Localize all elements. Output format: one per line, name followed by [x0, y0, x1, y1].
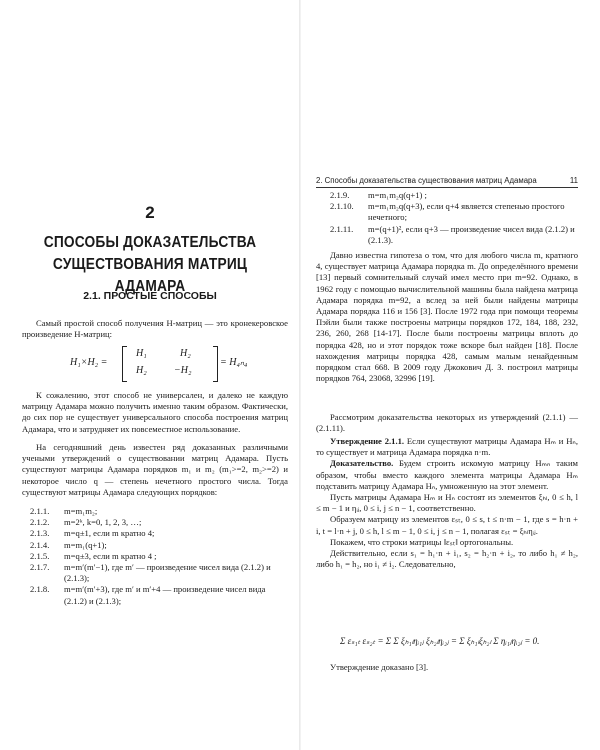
consider-proofs-paragraph: Рассмотрим доказательства некоторых из утверждений (2.1.1) — (2.1.11). — [316, 412, 578, 434]
item-number: 2.1.11. — [330, 223, 354, 234]
item-number: 2.1.5. — [30, 550, 50, 561]
item-text: m=(q+1)², если q+3 — произведение чисел вида (2.1.2) и (2.1.3). — [368, 223, 575, 245]
item-text: m=m′(m′−1), где m′ — произведение чисел вида (2.1.2) и (2.1.3); — [64, 562, 271, 584]
item-text: m=m₁m₂q(q+1) ; — [368, 190, 427, 200]
item-text: m=q±1, если m кратно 4; — [64, 528, 155, 539]
statement-label: Утверждение 2.1.1. — [330, 436, 405, 446]
matrix-right-bracket — [213, 346, 218, 382]
list-item — [330, 224, 578, 246]
statement-paragraph — [316, 436, 578, 458]
matrix-cell-22: −H₂ — [174, 365, 192, 376]
list-item — [30, 528, 288, 539]
list-item — [30, 551, 288, 562]
matrix-left-bracket — [122, 346, 127, 382]
list-item — [30, 584, 288, 606]
statement-block — [316, 436, 578, 570]
conclusion-block — [316, 662, 578, 673]
item-number: 2.1.7. — [30, 562, 50, 573]
proof-text: Будем строить искомую матрицу Hₘₙ таким образом, чтобы вместо каждого элемента матрицы Адамара Hₘ подставить матрицу Адамара Hₙ, умноженную на этот элемент. — [316, 458, 578, 491]
proof-label: Доказательство. — [330, 458, 394, 469]
indeed-paragraph: Действительно, если s₁ = h₁·n + i₁, s₂ = h₂·n + i₂, то либо h₁ ≠ h₂, либо h₁ = h₂, но i₁ ≠ i₂. Следовательно, — [316, 548, 578, 570]
item-text: m=m₁m₂; — [64, 506, 98, 516]
list-item — [30, 562, 288, 584]
conclusion-paragraph: Утверждение доказано [3]. — [330, 662, 429, 672]
statement-text: Если существуют матрицы Адамара Hₘ и Hₙ, то существует и матрица Адамара порядка n·m. — [316, 436, 578, 458]
item-text: m=m′(m′+3), где m′ и m′+4 — произведение чисел вида (2.1.2) и (2.1.3); — [64, 584, 266, 606]
right-paragraph-2 — [316, 412, 578, 434]
matrix-cell-12: H₂ — [180, 348, 191, 359]
chapter-title-line1: СПОСОБЫ ДОКАЗАТЕЛЬСТВА — [43, 234, 257, 251]
item-text: m=q±3, если m кратно 4 ; — [64, 550, 157, 561]
left-paragraph-1 — [22, 318, 288, 340]
orthogonality-paragraph: Покажем, что строки матрицы ‖εₛₜ‖ ортогональны. — [330, 536, 514, 547]
running-header-title: 2. Способы доказательства существования матриц Адамара — [316, 176, 537, 185]
item-number: 2.1.4. — [30, 539, 50, 550]
order-list-right — [330, 190, 578, 246]
formula-rhs: = H₄ₙ₄ — [220, 357, 248, 368]
intro-paragraph: Самый простой способ получения H-матриц — это кронекеровское произведение H-матриц: — [22, 318, 288, 340]
sum-formula: Σ εₛ₁ₜ εₛ₂ₜ = Σ Σ ξₕ₁ₗηᵢ₁ⱼ ξₕ₂ₗηᵢ₂ⱼ = Σ ξₕ₁ₗξₕ₂ₗ Σ ηᵢ₁ⱼηᵢ₂ⱼ = 0. — [340, 636, 540, 646]
running-header — [316, 176, 578, 188]
order-list-left — [30, 506, 288, 607]
matrix-cell-11: H₁ — [136, 348, 147, 359]
elements-paragraph: Пусть матрицы Адамара Hₘ и Hₙ состоят из элементов ξₕₗ, 0 ≤ h, l ≤ m − 1 и ηᵢⱼ, 0 ≤ i, j ≤ n − 1, соответственно. — [316, 492, 578, 514]
construct-matrix-paragraph: Образуем матрицу из элементов εₛₜ, 0 ≤ s, t ≤ n·m − 1, где s = h·n + i, t = l·n + j, 0 ≤ h, l ≤ m − 1, 0 ≤ i, j ≤ n − 1, полагая εₛₜ = ξₕₗηᵢⱼ. — [316, 514, 578, 536]
chapter-title-line2: СУЩЕСТВОВАНИЯ МАТРИЦ АДАМАРА — [52, 256, 248, 295]
item-number: 2.1.2. — [30, 517, 50, 528]
page-number: 11 — [569, 176, 578, 185]
list-item — [330, 190, 578, 201]
statements-intro-paragraph: На сегодняшний день известен ряд доказанных различными учеными утверждений о существовании матриц Адамара. Пусть существуют матрицы Адамара порядков m₁ и m₂ (m₁>=2, m₂>=2) и некоторое число q — степень нечетного простого числа. Тогда существуют матрицы Адамара следующих порядков: — [22, 442, 288, 497]
block-matrix — [122, 346, 218, 380]
item-text: m=m₁(q+1); — [64, 539, 107, 550]
left-paragraph-3 — [22, 442, 288, 498]
list-item — [30, 540, 288, 551]
item-number: 2.1.1. — [30, 506, 50, 516]
chapter-number: 2 — [145, 203, 155, 222]
item-text: m=m₁m₂q(q+3), если q+4 является степенью простого нечетного; — [368, 201, 565, 223]
item-number: 2.1.9. — [330, 190, 350, 200]
list-item — [30, 506, 288, 517]
limitation-paragraph: К сожалению, этот способ не универсален, и далеко не каждую матрицу Адамара можно получить именно таким образом. Фактически, до сих пор не существует универсального способа построения матриц Адамара, что и затрудняет их повсеместное использование. — [22, 390, 288, 434]
chapter-title — [21, 232, 279, 298]
right-paragraph-1 — [316, 250, 578, 384]
item-number: 2.1.10. — [330, 201, 354, 212]
formula-lhs: H₁×H₂ = — [70, 357, 108, 368]
list-item — [330, 201, 578, 223]
proof-paragraph — [316, 458, 578, 492]
kronecker-formula — [70, 346, 250, 382]
item-number: 2.1.8. — [30, 584, 50, 595]
item-text: m=2ᵏ, k=0, 1, 2, 3, …; — [64, 517, 142, 528]
list-item — [30, 517, 288, 528]
item-number: 2.1.3. — [30, 528, 50, 539]
book-gutter — [299, 0, 301, 750]
section-title: 2.1. ПРОСТЫЕ СПОСОБЫ — [83, 290, 217, 302]
left-paragraph-2 — [22, 390, 288, 435]
matrix-cell-21: H₂ — [136, 365, 147, 376]
hypothesis-paragraph: Давно известна гипотеза о том, что для любого числа m, кратного 4, существует матрица Адамара порядка m. До определённого времени [13] первый сомнительный случай имел место при m=92. Однако, в 1962 году с помощью вычислительной машины была найдена матрица Адамара порядка m=92, а вслед за ней были найдены матрицы Адамара порядка 116 и 156 [3]. После 1972 года при помощи теоремы Пэйли были также построены матрицы порядков 172, 184, 188, 232, 236, 260, 268 [14-17]. После были построены матрицы вплоть до порядка 428, но и этот порядок тоже вскоре был найден [18]. После нахождения матрицы порядка 428, самым малым ненайденным порядком стал 668. В 2009 году Джокович Д. З. построил матрицы порядков 764, 23068, 32996 [19]. — [316, 250, 578, 384]
